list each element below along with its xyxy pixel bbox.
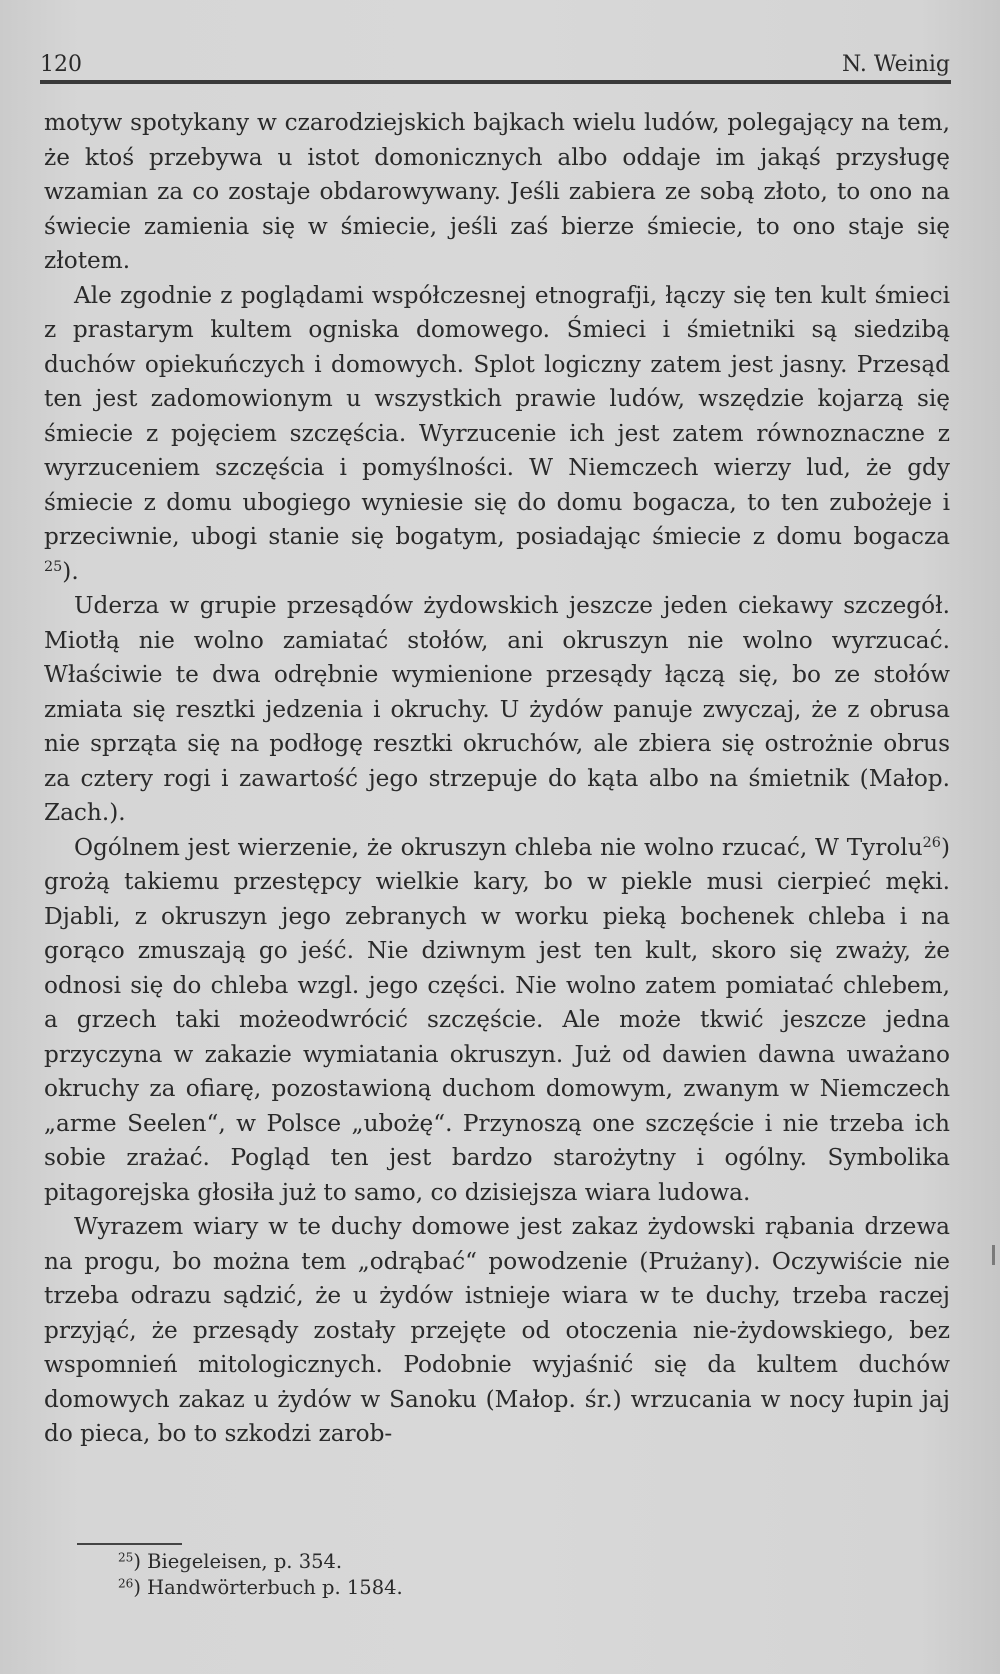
paragraph <box>44 1210 950 1452</box>
paragraph-text: ). <box>62 557 79 585</box>
page-header <box>40 44 950 78</box>
paragraph <box>44 279 950 590</box>
footnote-number: 25 <box>118 1550 134 1565</box>
footnote-text: ) Handwörterbuch p. 1584. <box>133 1576 403 1599</box>
footnotes <box>118 1549 403 1601</box>
footnote-number: 26 <box>118 1576 134 1591</box>
footnote <box>118 1575 403 1601</box>
running-head: N. Weinig <box>842 52 950 77</box>
paragraph <box>44 831 950 1211</box>
footnote-text: ) Biegeleisen, p. 354. <box>133 1550 343 1573</box>
page-number: 120 <box>40 52 82 77</box>
header-rule <box>40 80 951 84</box>
margin-mark <box>992 1245 995 1265</box>
paragraph-text: Ale zgodnie z poglądami współczesnej etnografji, łączy się ten kult śmieci z prastarym kultem ogniska domowego. Śmieci i śmietniki są siedzibą duchów opiekuńczych i domowych. Splot logiczny zatem jest jasny. Przesąd ten jest zadomowionym u wszystkich prawie ludów, wszędzie kojarzą się śmiecie z pojęciem szczęścia. Wyrzucenie ich jest zatem równoznaczne z wyrzuceniem szczęścia i pomyślności. W Niemczech wierzy lud, że gdy śmiecie z domu ubogiego wyniesie się do domu bogacza, to ten zubożeje i przeciwnie, ubogi stanie się bogatym, posiadając śmiecie z domu bogacza <box>44 281 950 550</box>
paragraph-text: motyw spotykany w czarodziejskich bajkach wielu ludów, polegający na tem, że ktoś przebywa u istot domonicznych albo oddaje im jakąś przysługę wzamian za co zostaje obdarowywany. Jeśli zabiera ze sobą złoto, to ono na świecie zamienia się w śmiecie, jeśli zaś bierze śmiecie, to ono staje się złotem. <box>44 109 950 274</box>
paragraph <box>44 106 950 279</box>
footnote <box>118 1549 403 1575</box>
footnote-ref: 26 <box>922 834 941 851</box>
footnote-ref: 25 <box>44 558 63 575</box>
footnote-rule <box>77 1543 182 1545</box>
body-text <box>44 106 950 1452</box>
paragraph <box>44 589 950 831</box>
paragraph-text: ) grożą takiemu przestępcy wielkie kary, bo w piekle musi cierpieć męki. Djabli, z okruszyn jego zebranych w worku pieką bochenek chleba i na gorąco zmuszają go jeść. Nie dziwnym jest ten kult, skoro się zważy, że odnosi się do chleba wzgl. jego części. Nie wolno zatem pomiatać chlebem, a grzech taki możeodwrócić szczęście. Ale może tkwić jeszcze jedna przyczyna w zakazie wymiatania okruszyn. Już od dawien dawna uważano okruchy za ofiarę, pozostawioną duchom domowym, zwanym w Niemczech „arme Seelen“, w Polsce „ubożę“. Przynoszą one szczęście i nie trzeba ich sobie zrażać. Pogląd ten jest bardzo starożytny i ogólny. Symbolika pitagorejska głosiła już to samo, co dzisiejsza wiara ludowa. <box>44 833 950 1206</box>
paragraph-text: Ogólnem jest wierzenie, że okruszyn chleba nie wolno rzucać, W Tyrolu <box>74 833 923 861</box>
paragraph-text: Wyrazem wiary w te duchy domowe jest zakaz żydowski rąbania drzewa na progu, bo można tem „odrąbać“ powodzenie (Prużany). Oczywiście nie trzeba odrazu sądzić, że u żydów istnieje wiara w te duchy, trzeba raczej przyjąć, że przesądy zostały przejęte od otoczenia nie-żydowskiego, bez wspomnień mitologicznych. Podobnie wyjaśnić się da kultem duchów domowych zakaz u żydów w Sanoku (Małop. śr.) wrzucania w nocy łupin jaj do pieca, bo to szkodzi zarob- <box>44 1213 950 1447</box>
paragraph-text: Uderza w grupie przesądów żydowskich jeszcze jeden ciekawy szczegół. Miotłą nie wolno zamiatać stołów, ani okruszyn nie wolno wyrzucać. Właściwie te dwa odrębnie wymienione przesądy łączą się, bo ze stołów zmiata się resztki jedzenia i okruchy. U żydów panuje zwyczaj, że z obrusa nie sprząta się na podłogę resztki okruchów, ale zbiera się ostrożnie obrus za cztery rogi i zawartość jego strzepuje do kąta albo na śmietnik (Małop. Zach.). <box>44 592 950 826</box>
